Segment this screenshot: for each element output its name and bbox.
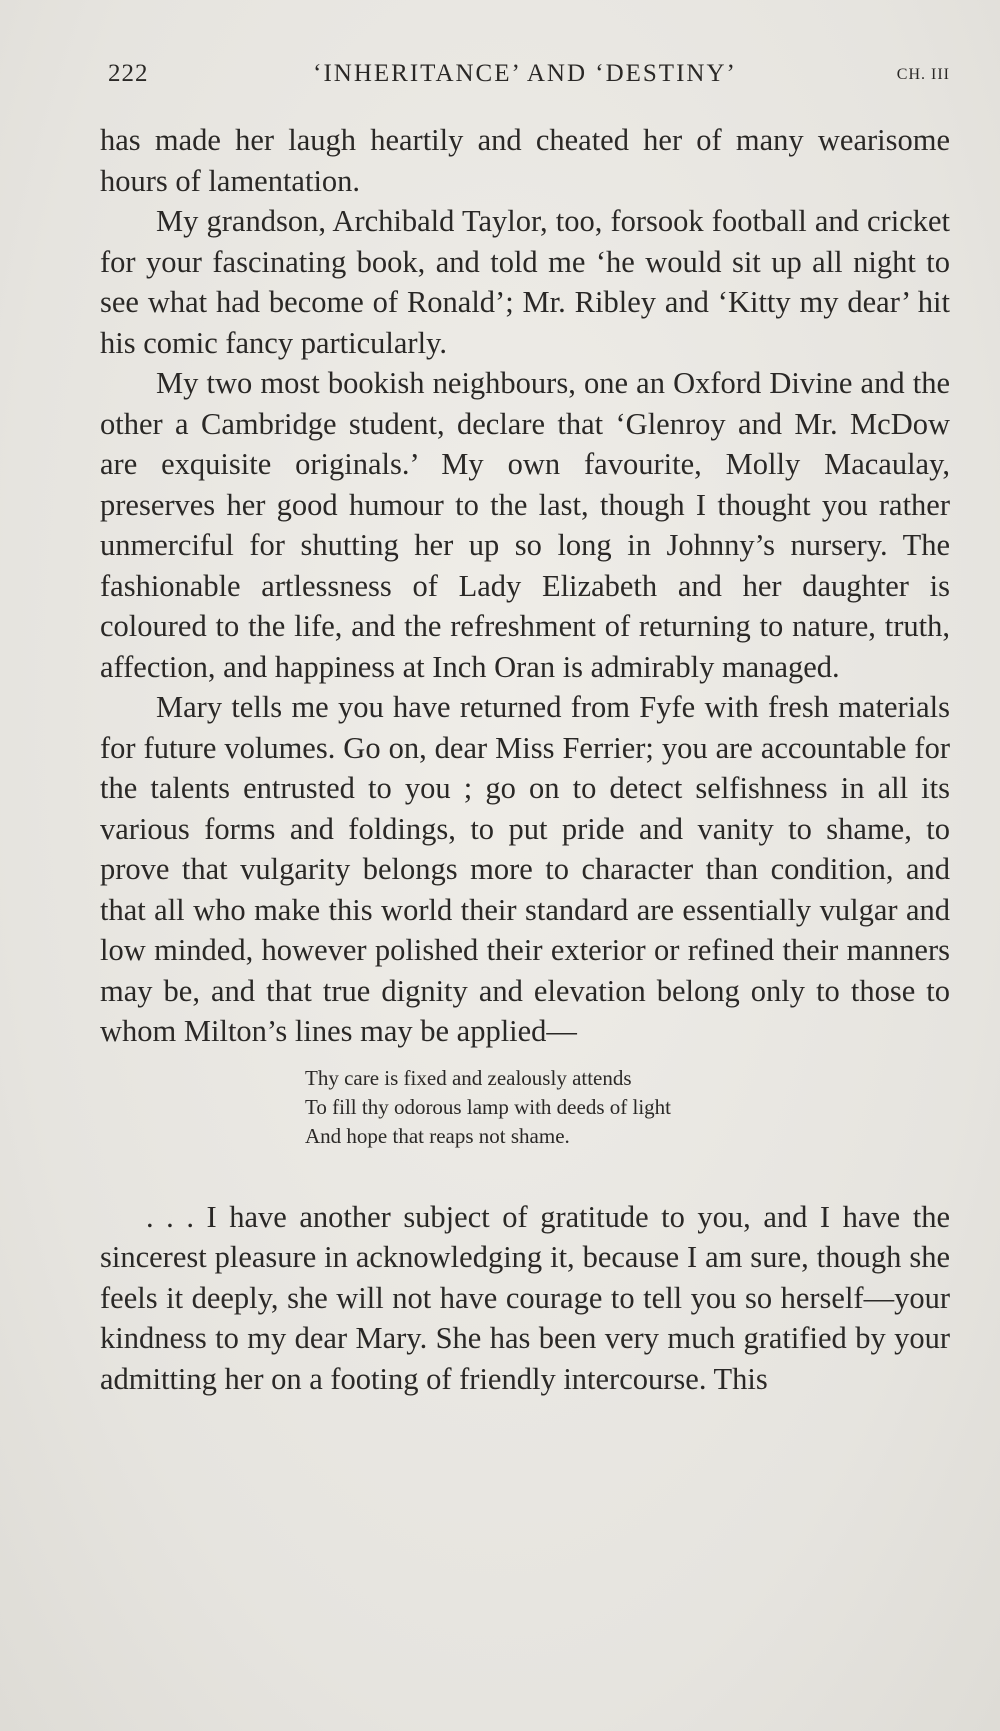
verse-line: And hope that reaps not shame.: [305, 1123, 570, 1148]
verse-quotation: [305, 1064, 950, 1151]
continuation-text: [100, 1197, 950, 1400]
paragraph: My grandson, Archibald Taylor, too, forsook football and cricket for your fascinating book, and told me ‘he would sit up all night to see what had become of Ronald’; Mr. Ribley and ‘Kitty my dear’ hit his comic fancy particularly.: [100, 204, 950, 360]
paragraph: . . . I have another subject of gratitude to you, and I have the sincerest pleasure in acknowledging it, because I am sure, though she feels it deeply, she will not have courage to tell you so herself—your kindness to my dear Mary. She has been very much gratified by your admitting her on a footing of friendly intercourse. This: [100, 1199, 950, 1396]
verse-line: Thy care is fixed and zealously attends: [305, 1065, 632, 1090]
page-number: 222: [108, 60, 149, 87]
chapter-label: CH. III: [896, 66, 950, 83]
verse-line: To fill thy odorous lamp with deeds of light: [305, 1094, 671, 1119]
paragraph: has made her laugh heartily and cheated her of many wearisome hours of lamentation.: [100, 123, 950, 198]
running-title: ‘INHERITANCE’ AND ‘DESTINY’: [313, 60, 737, 87]
page-header: [100, 58, 950, 98]
paragraph: My two most bookish neighbours, one an Oxford Divine and the other a Cambridge student, declare that ‘Glenroy and Mr. McDow are exquisite originals.’ My own favourite, Molly Macaulay, preserves her good humour to the last, though I thought you rather unmerciful for shutting her up so long in Johnny’s nursery. The fashionable artlessness of Lady Elizabeth and her daughter is coloured to the life, and the refreshment of returning to nature, truth, affection, and happiness at Inch Oran is admirably managed.: [100, 366, 950, 684]
paragraph: Mary tells me you have returned from Fyfe with fresh materials for future volumes. Go on, dear Miss Ferrier; you are accountable for the talents entrusted to you ; go on to detect selfishness in all its various forms and foldings, to put pride and vanity to shame, to prove that vulgarity belongs more to character than condition, and that all who make this world their standard are essentially vulgar and low minded, however polished their exterior or refined their manners may be, and that true dignity and elevation belong only to those to whom Milton’s lines may be applied—: [100, 690, 950, 1048]
body-text: [100, 120, 950, 1052]
